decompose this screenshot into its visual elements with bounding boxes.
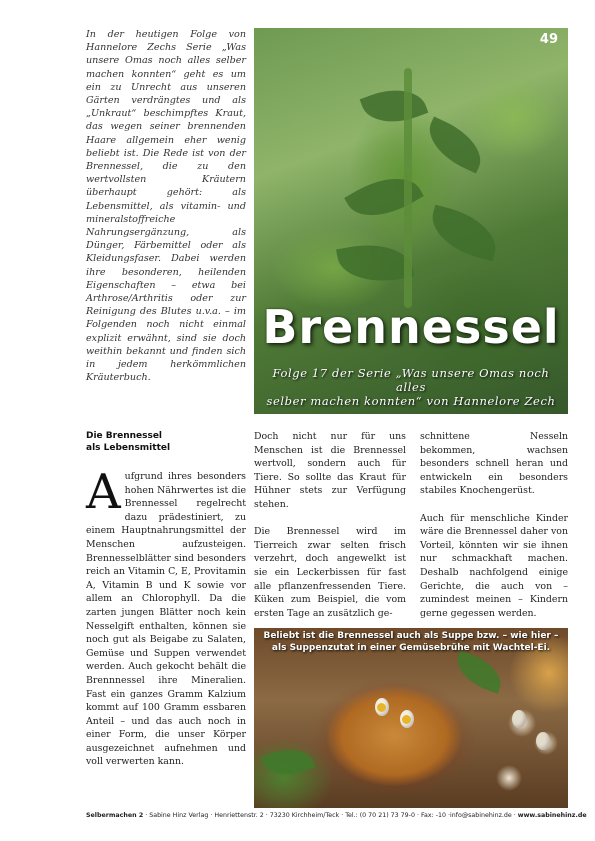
page-number: 49 <box>539 32 558 47</box>
quail-egg <box>536 732 550 750</box>
stem-shape <box>404 68 412 308</box>
subtitle-line: selber machen konnten“ von Hannelore Zech <box>266 394 556 408</box>
leaf-shape <box>420 116 491 173</box>
leaf-shape <box>425 205 503 262</box>
footer-publication: Selbermachen 2 <box>86 812 144 819</box>
footer-website: www.sabinehinz.de <box>517 812 587 819</box>
soup-photo <box>254 628 568 808</box>
section-heading <box>86 431 246 454</box>
body-text: ufgrund ihres besonders hohen Nährwertes ist die Brennessel regelrecht dazu prädestiniert, zu einem Hauptnahrungsmittel der Menschen aufzusteigen. Brennesselblätter sind besonders reich an Vitamin C, E, Provitamin A, Vitamin B und K sowie vor allem an Chlorophyll. Da die zarten jungen Blätter noch kein Nesselgift enthalten, können sie noch gut als Beigabe zu Salaten, Gemüse und Suppen verwendet werden. Auch gekocht behält die Brennnessel ihre Mineralien. Fast ein ganzes Gramm Kalzium kommt auf 100 Gramm essbaren Anteil – und das auch noch in einer Form, die unser Körper ausgezeichnet aufnehmen und voll verwerten kann. <box>86 471 246 768</box>
body-paragraph: Doch nicht nur für uns Menschen ist die Brennessel wertvoll, sondern auch für Tiere. So sollte das Kraut für Hühner stets zur Verfügung stehen. <box>254 431 406 510</box>
body-paragraph: Die Brennessel wird im Tierreich zwar selten frisch verzehrt, doch angewelkt ist sie ein Leckerbissen für fast alle pflanzenfressenden Tiere. Küken zum Beispiel, die vom ersten Tage an zusätzlich ge- <box>254 526 406 619</box>
subtitle-line: Folge 17 der Serie „Was unsere Omas noch alles <box>272 366 550 394</box>
footer-details: · Sabine Hinz Verlag · Henriettenstr. 2 · 73230 Kirchheim/Teck · Tel.: (0 70 21) 73 79-0 · Fax: -10 ·info@sabinehinz.de · <box>143 812 518 819</box>
body-column-2 <box>254 430 406 634</box>
nettle-photo <box>254 28 568 414</box>
article-subtitle <box>264 366 558 408</box>
body-column-3 <box>420 430 568 634</box>
section-heading-line: als Lebensmittel <box>86 442 171 453</box>
page-footer <box>86 812 587 819</box>
body-column-1 <box>86 464 246 769</box>
leaf-shape <box>261 741 316 784</box>
section-heading-line: Die Brennessel <box>86 431 163 441</box>
caption-line: als Suppenzutat in einer Gemüsebrühe mit Wachtel-Ei. <box>271 642 551 653</box>
leaf-shape <box>336 237 414 289</box>
quail-egg <box>512 710 526 728</box>
body-paragraph: Auch für menschliche Kinder wäre die Brennessel daher von Vorteil, könnten wir sie ihnen nur schmackhaft machen. Deshalb nachfolgend einige Gerichte, die auch von – zumindest meinen – Kindern gerne gegessen werden. <box>420 512 568 619</box>
leaf-shape <box>360 79 429 133</box>
leaf-shape <box>451 650 508 693</box>
quail-egg <box>400 710 414 728</box>
body-paragraph: schnittene Nesseln bekommen, wachsen besonders schnell heran und entwickeln ein besonders stabiles Knochengerüst. <box>420 431 568 497</box>
soup-caption <box>254 631 568 654</box>
intro-text: In der heutigen Folge von Hannelore Zechs Serie „Was unsere Omas noch alles selber machen konnten“ geht es um ein zu Unrecht aus unseren Gärten verdrängtes und als „Unkraut“ beschimpftes Kraut, das wegen seiner brennenden Haare allgemein eher wenig beliebt ist. Die Rede ist von der Brennessel, die zu den wertvollsten Kräutern überhaupt gehört: als Lebensmittel, als vitamin- und mineralstoffreiche Nahrungsergänzung, als Dünger, Färbemittel oder als Kleidungsfaser. Dabei werden ihre besonderen, heilenden Eigenschaften – etwa bei Arthrose/Arthritis oder zur Reinigung des Blutes u.v.a. – im Folgenden noch nicht einmal explizit erwähnt, sind sie doch weithin bekannt und finden sich in jedem herkömmlichen Kräuterbuch. <box>86 29 246 384</box>
quail-egg <box>375 698 389 716</box>
caption-line: Beliebt ist die Brennessel auch als Suppe bzw. – wie hier – <box>263 631 559 641</box>
article-title: Brennessel <box>262 300 560 354</box>
drop-cap: A <box>86 464 121 520</box>
